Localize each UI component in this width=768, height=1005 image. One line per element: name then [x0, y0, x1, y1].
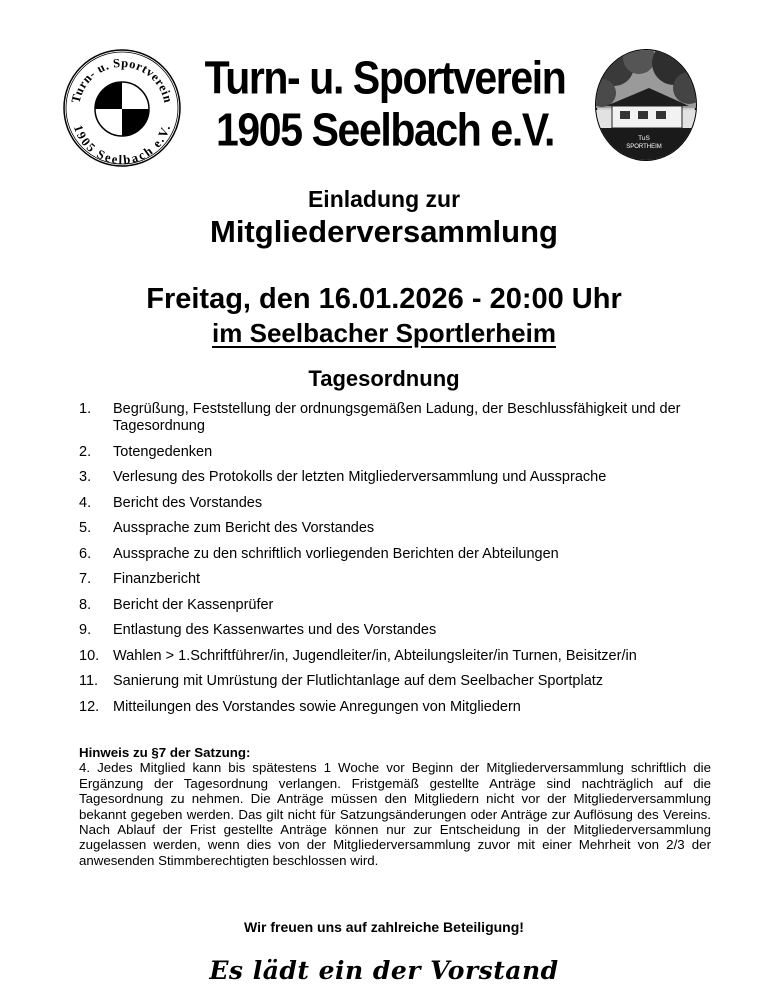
- agenda-item: 7. Finanzbericht: [79, 571, 201, 587]
- club-name-line1: Turn- u. Sportverein: [204, 52, 566, 104]
- agenda-item: 12. Mitteilungen des Vorstandes sowie Anregungen von Mitgliedern: [79, 698, 521, 715]
- emblem-text-top: Turn- u. Sportverein: [68, 55, 176, 105]
- closing-line: Wir freuen uns auf zahlreiche Beteiligung!: [244, 919, 524, 935]
- club-name-line2: 1905 Seelbach e.V.: [216, 104, 554, 156]
- agenda-item: 9. Entlastung des Kassenwartes und des Vorstandes: [79, 622, 437, 638]
- agenda-item: 10. Wahlen > 1.Schriftführer/in, Jugendleiter/in, Abteilungsleiter/in Turnen, Beisitzer/in: [79, 647, 637, 664]
- clubhouse-label-2: SPORTHEIM: [626, 144, 662, 150]
- statute-hint: [79, 745, 711, 868]
- agenda-item: 11. Sanierung mit Umrüstung der Flutlichtanlage auf dem Seelbacher Sportplatz: [79, 673, 604, 689]
- club-emblem: [62, 48, 182, 168]
- meeting-date: Freitag, den 16.01.2026 - 20:00 Uhr: [146, 283, 622, 315]
- invitation-title: Mitgliederversammlung: [210, 214, 558, 249]
- agenda-item: 1. Begrüßung, Feststellung der ordnungsgemäßen Ladung, der Beschlussfähigkeit und der Tagesordnung: [79, 401, 681, 434]
- agenda-item: 4. Bericht des Vorstandes: [79, 494, 263, 511]
- agenda-item: 2. Totengedenken: [79, 443, 213, 460]
- invitation-line1: Einladung zur: [307, 186, 461, 212]
- agenda-item: 5. Aussprache zum Bericht des Vorstandes: [79, 520, 375, 536]
- agenda-item: 3. Verlesung des Protokolls der letzten Mitgliederversammlung und Aussprache: [79, 469, 607, 485]
- clubhouse-label-1: TuS: [638, 135, 650, 142]
- agenda-item: 8. Bericht der Kassenprüfer: [79, 596, 274, 613]
- agenda-title: Tagesordnung: [308, 366, 460, 391]
- statute-hint-body: 4. Jedes Mitglied kann bis spätestens 1 Woche vor Beginn der Mitgliederversammlung schriftlich die Ergänzung der Tagesordnung verlangen. Fristgemäß gestellte Anträge sind nachträglich auf die Tagesordnung zu nehmen. Die Anträge müssen den Mitgliedern nicht vor der Mitgliederversammlung bekannt gegeben werden. Das gilt nicht für Satzungsänderungen oder Anträge zur Auflösung des Vereins. Nach Ablauf der Frist gestellte Anträge können nur zur Entscheidung in der Mitgliederversammlung zugelassen werden, wenn dies von der Mitgliederversammlung zuvor mit einer Mehrheit von 2/3 der anwesenden Stimmberechtigten beschlossen wird.: [79, 760, 711, 868]
- clubhouse-photo-icon: [594, 48, 699, 163]
- signature: Es lädt ein der Vorstand: [209, 956, 559, 985]
- club-emblem-svg: [62, 48, 182, 168]
- club-name: [180, 52, 590, 156]
- meeting-location: im Seelbacher Sportlerheim: [212, 318, 556, 348]
- agenda-item: 6. Aussprache zu den schriftlich vorliegenden Berichten der Abteilungen: [79, 545, 559, 562]
- emblem-text-bottom: 1905 Seelbach e.V.: [70, 123, 174, 167]
- clubhouse-emblem: [594, 48, 699, 163]
- statute-hint-title: Hinweis zu §7 der Satzung:: [79, 745, 251, 760]
- emblem-checker-icon: [95, 82, 149, 136]
- agenda-list: [79, 401, 709, 724]
